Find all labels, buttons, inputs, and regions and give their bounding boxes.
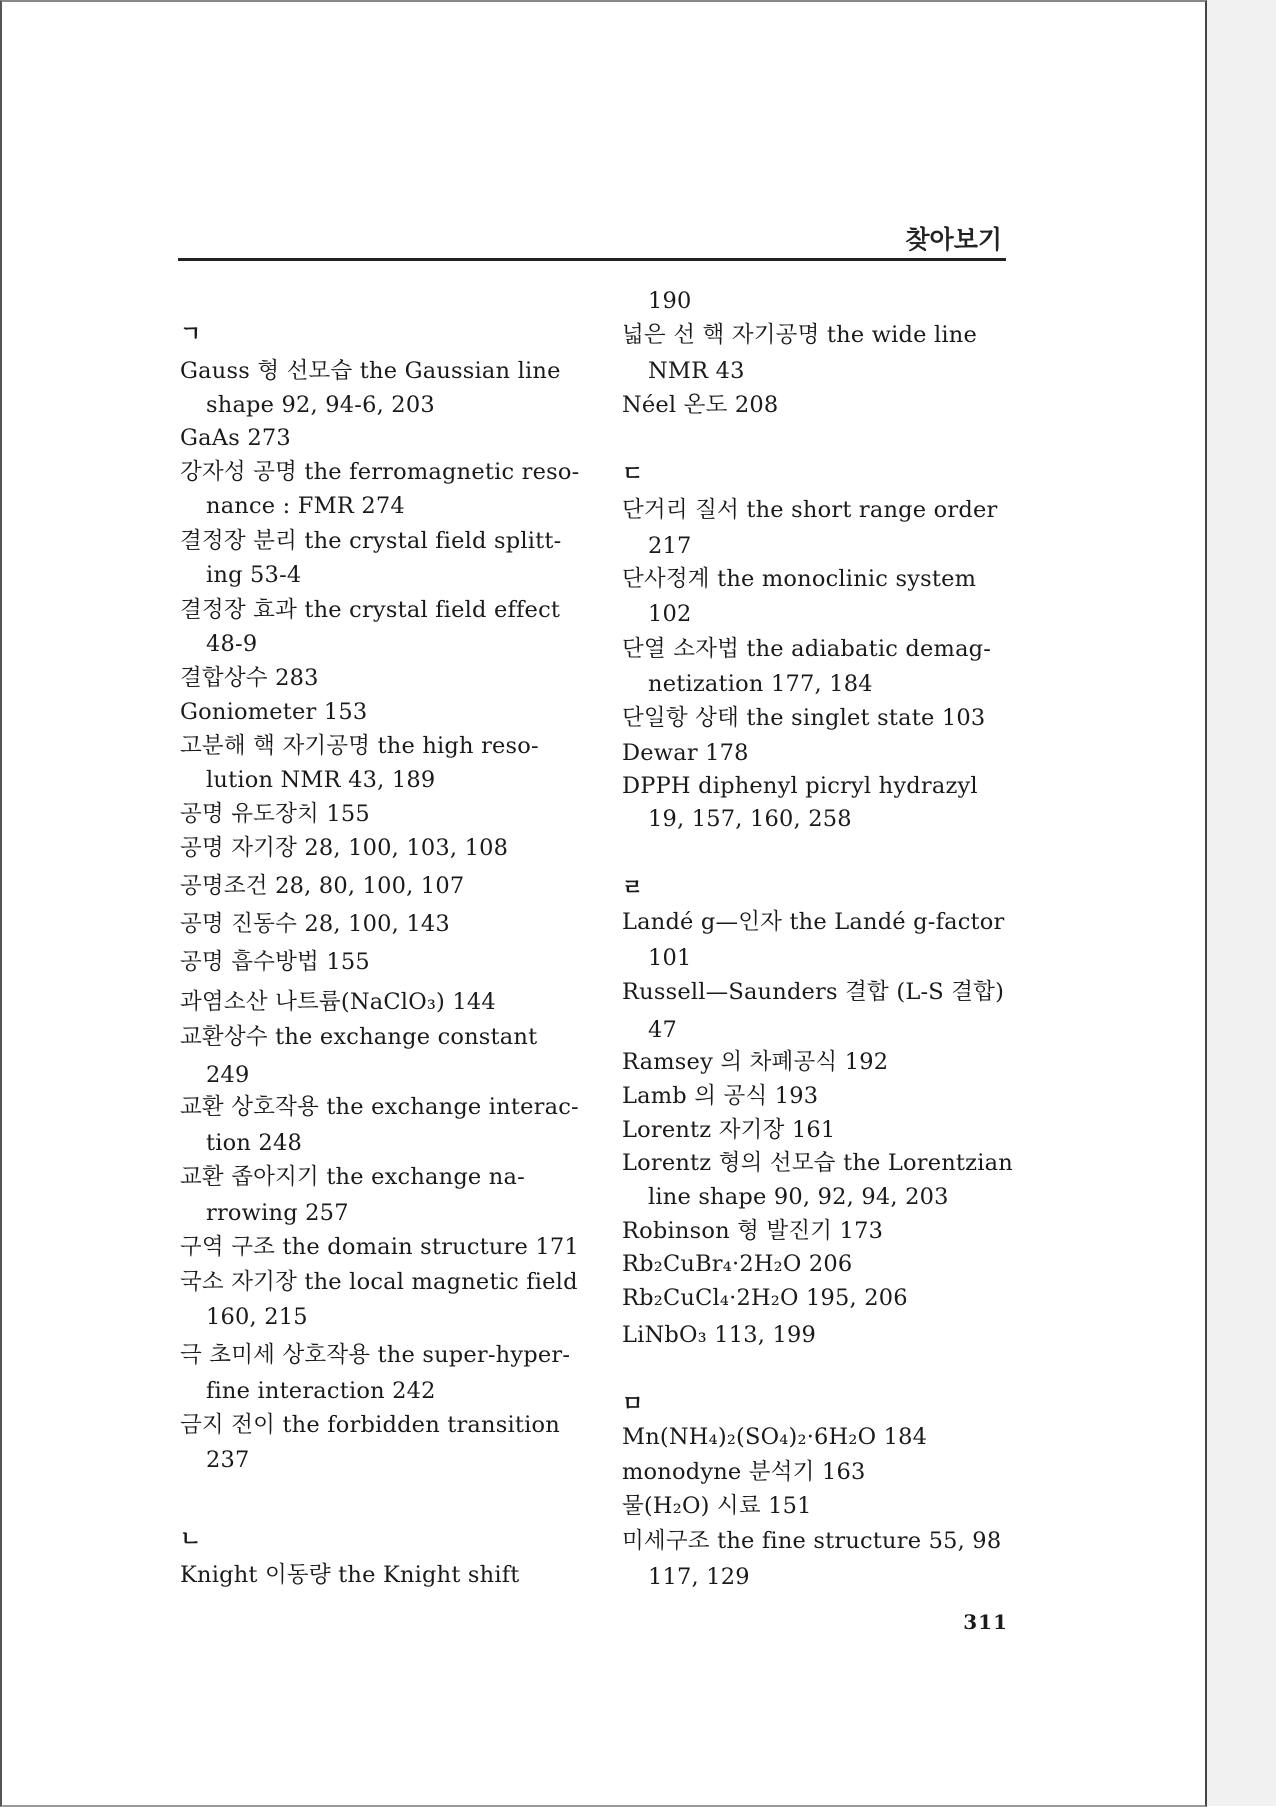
index-entry-line: 미세구조 the fine structure 55, 98 <box>622 1528 1002 1554</box>
index-entry-line: Goniometer 153 <box>180 699 368 725</box>
index-entry-line: 고분해 핵 자기공명 the high reso- <box>180 733 539 759</box>
index-entry-line: Rb₂CuBr₄·2H₂O 206 <box>622 1251 853 1277</box>
index-entry-line: 결정장 효과 the crystal field effect <box>180 597 561 623</box>
index-entry-line: 117, 129 <box>648 1564 750 1590</box>
index-entry-line: NMR 43 <box>648 358 745 384</box>
index-entry-line: 160, 215 <box>206 1304 308 1330</box>
index-entry-line: 교환 좁아지기 the exchange na- <box>180 1164 525 1190</box>
index-entry-line: 단거리 질서 the short range order <box>622 497 998 523</box>
index-entry-line: 47 <box>648 1017 678 1043</box>
index-entry-line: 102 <box>648 601 692 627</box>
index-entry-line: lution NMR 43, 189 <box>206 767 436 793</box>
index-entry-line: 결합상수 283 <box>180 665 319 691</box>
index-entry-line: rrowing 257 <box>206 1200 349 1226</box>
index-entry-line: 교환상수 the exchange constant <box>180 1024 538 1050</box>
index-entry-line: LiNbO₃ 113, 199 <box>622 1322 817 1348</box>
index-entry-line: fine interaction 242 <box>206 1378 436 1404</box>
index-section-heading: ㅁ <box>622 1392 644 1417</box>
index-entry-line: 48-9 <box>206 631 258 657</box>
viewer-margin <box>1207 0 1276 1806</box>
index-entry-line: 강자성 공명 the ferromagnetic reso- <box>180 459 580 485</box>
index-entry-line: monodyne 분석기 163 <box>622 1459 866 1485</box>
index-entry-line: Néel 온도 208 <box>622 392 779 418</box>
index-entry-line: 단일항 상태 the singlet state 103 <box>622 705 986 731</box>
index-entry-line: 금지 전이 the forbidden transition <box>180 1412 560 1438</box>
index-entry-line: 교환 상호작용 the exchange interac- <box>180 1094 579 1120</box>
index-entry-line: 19, 157, 160, 258 <box>648 806 852 832</box>
index-section-heading: ㄹ <box>622 876 644 901</box>
index-entry-line: Landé g—인자 the Landé g-factor <box>622 909 1005 935</box>
index-entry-line: netization 177, 184 <box>648 671 873 697</box>
index-entry-line: 결정장 분리 the crystal field splitt- <box>180 528 562 554</box>
index-entry-line: tion 248 <box>206 1130 302 1156</box>
index-entry-line: Lorentz 자기장 161 <box>622 1117 836 1143</box>
index-entry-line: Lamb 의 공식 193 <box>622 1083 819 1109</box>
index-entry-line: Gauss 형 선모습 the Gaussian line <box>180 358 561 384</box>
index-entry-line: 101 <box>648 945 692 971</box>
index-entry-line: 구역 구조 the domain structure 171 <box>180 1234 579 1260</box>
index-entry-line: line shape 90, 92, 94, 203 <box>648 1184 949 1210</box>
index-entry-line: Russell—Saunders 결합 (L-S 결합) <box>622 979 1005 1005</box>
index-entry-line: 물(H₂O) 시료 151 <box>622 1493 812 1519</box>
index-entry-line: 217 <box>648 533 692 559</box>
index-entry-line: 공명 흡수방법 155 <box>180 949 370 975</box>
header-rule <box>178 258 1006 261</box>
index-section-heading: ㄷ <box>622 462 644 487</box>
index-entry-line: GaAs 273 <box>180 425 291 451</box>
index-entry-line: 공명 자기장 28, 100, 103, 108 <box>180 835 509 861</box>
index-entry-line: shape 92, 94-6, 203 <box>206 392 435 418</box>
index-entry-line: Dewar 178 <box>622 740 749 766</box>
index-entry-line: 공명 유도장치 155 <box>180 801 370 827</box>
index-entry-line: 단열 소자법 the adiabatic demag- <box>622 636 992 662</box>
index-entry-line: 넓은 선 핵 자기공명 the wide line <box>622 322 978 348</box>
index-section-heading: ㄴ <box>180 1527 202 1552</box>
page-number: 311 <box>963 1610 1008 1634</box>
index-entry-line: Ramsey 의 차폐공식 192 <box>622 1049 889 1075</box>
index-entry-line: Knight 이동량 the Knight shift <box>180 1562 520 1588</box>
index-entry-line: 국소 자기장 the local magnetic field <box>180 1269 578 1295</box>
index-entry-line: Robinson 형 발진기 173 <box>622 1218 884 1244</box>
index-entry-line: 공명 진동수 28, 100, 143 <box>180 911 450 937</box>
index-entry-line: 과염소산 나트륨(NaClO₃) 144 <box>180 989 496 1015</box>
index-entry-line: Mn(NH₄)₂(SO₄)₂·6H₂O 184 <box>622 1424 928 1450</box>
index-entry-line: 237 <box>206 1447 250 1473</box>
index-entry-line: Rb₂CuCl₄·2H₂O 195, 206 <box>622 1285 908 1311</box>
index-entry-line: nance : FMR 274 <box>206 493 405 519</box>
index-entry-line: Lorentz 형의 선모습 the Lorentzian <box>622 1150 1013 1176</box>
index-entry-line: 극 초미세 상호작용 the super-hyper- <box>180 1342 571 1368</box>
index-entry-line: ing 53-4 <box>206 562 302 588</box>
index-entry-line: 단사정계 the monoclinic system <box>622 566 977 592</box>
page-header-title: 찾아보기 <box>905 225 1002 254</box>
index-entry-line: 190 <box>648 288 692 314</box>
index-entry-line: DPPH diphenyl picryl hydrazyl <box>622 773 978 799</box>
index-entry-line: 공명조건 28, 80, 100, 107 <box>180 873 465 899</box>
index-section-heading: ㄱ <box>180 322 202 347</box>
index-entry-line: 249 <box>206 1062 250 1088</box>
